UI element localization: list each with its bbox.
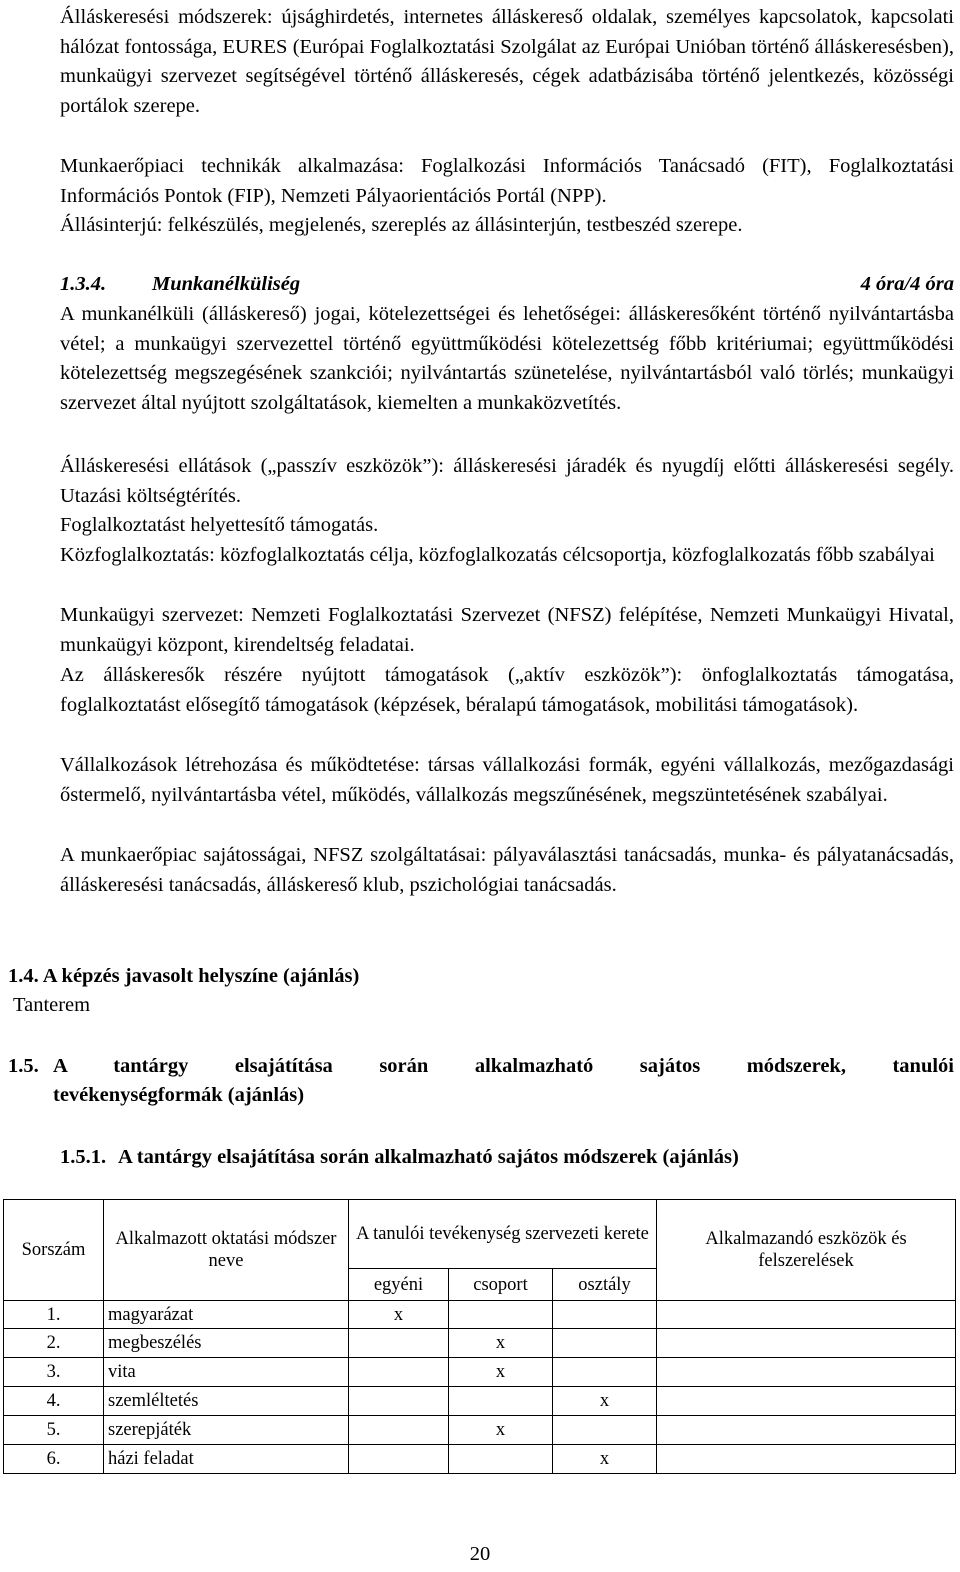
row-tools — [657, 1329, 956, 1358]
header-group: csoport — [449, 1269, 553, 1301]
row-individual-mark — [349, 1445, 449, 1474]
row-number: 2. — [4, 1329, 104, 1358]
row-class-mark — [553, 1416, 657, 1445]
section-1-5-1-title: A tantárgy elsajátítása során alkalmazható sajátos módszerek (ajánlás) — [118, 1146, 739, 1168]
table-row — [4, 1329, 956, 1358]
row-individual-mark — [349, 1358, 449, 1387]
row-group-mark: x — [449, 1416, 553, 1445]
row-number: 6. — [4, 1445, 104, 1474]
section-1-5-1-heading — [60, 1143, 739, 1173]
table-header-row — [4, 1200, 956, 1269]
header-class: osztály — [553, 1269, 657, 1301]
employment-substitute-paragraph: Foglalkoztatást helyettesítő támogatás. — [60, 514, 379, 536]
unemployment-rights-paragraph: A munkanélküli (álláskereső) jogai, kötelezettségei és lehetőségei: álláskeresőként történő nyilvántartásba vétel; a munkaügyi szervezettel történő együttműködési kötelezettség főbb kritériumai; együttműködési kötelezettség megszegésének szankciói; nyilvántartás szünetelése, nyilvántartásból való törlés; munkaügyi szervezet által nyújtott szolgáltatások, kiemelten a munkaközvetítés. — [60, 303, 954, 414]
row-tools — [657, 1416, 956, 1445]
row-method: magyarázat — [104, 1301, 349, 1329]
section-1-3-4-number: 1.3.4. — [60, 273, 107, 295]
section-1-4-heading — [8, 962, 359, 992]
labour-market-services-paragraph: A munkaerőpiac sajátosságai, NFSZ szolgáltatásai: pályaválasztási tanácsadás, munka- és pályatanácsadás, álláskeresési tanácsadás, álláskereső klub, pszichológiai tanácsadás. — [60, 844, 954, 896]
row-tools — [657, 1301, 956, 1329]
section-1-5-title-line2: tevékenységformák (ajánlás) — [53, 1084, 305, 1106]
row-class-mark — [553, 1358, 657, 1387]
section-1-3-4-title: Munkanélküliség — [152, 273, 301, 295]
row-number: 5. — [4, 1416, 104, 1445]
public-employment-paragraph: Közfoglalkoztatás: közfoglalkoztatás célja, közfoglalkozatás célcsoportja, közfoglalkozatás főbb szabályai — [60, 544, 935, 566]
intro-paragraph-job-search-methods: Álláskeresési módszerek: újsághirdetés, internetes álláskereső oldalak, személyes kapcsolatok, kapcsolati hálózat fontossága, EURES (Európai Foglalkoztatási Szolgálat az Európai Unióban történő álláskeresésben), munkaügyi szervezet segítségével történő álláskeresés, cégek adatbázisába történő jelentkezés, közösségi portálok szerepe. — [60, 6, 954, 117]
table-row — [4, 1358, 956, 1387]
page-number: 20 — [469, 1543, 491, 1565]
section-1-4-title: A képzés javasolt helyszíne (ajánlás) — [42, 965, 360, 987]
row-group-mark — [449, 1445, 553, 1474]
training-location: Tanterem — [13, 994, 91, 1016]
table-row — [4, 1416, 956, 1445]
labour-organisation-paragraph: Munkaügyi szervezet: Nemzeti Foglalkoztatási Szervezet (NFSZ) felépítése, Nemzeti Munkaügyi Hivatal, munkaügyi központ, kirendeltség feladatai. — [60, 604, 954, 656]
table-row — [4, 1445, 956, 1474]
row-number: 3. — [4, 1358, 104, 1387]
row-method: megbeszélés — [104, 1329, 349, 1358]
row-group-mark — [449, 1387, 553, 1416]
passive-benefits-paragraph: Álláskeresési ellátások („passzív eszközök”): álláskeresési járadék és nyugdíj előtti álláskeresési segély. Utazási költségtérítés. — [60, 455, 954, 507]
row-number: 4. — [4, 1387, 104, 1416]
row-individual-mark — [349, 1416, 449, 1445]
row-individual-mark — [349, 1329, 449, 1358]
header-organisational-frame: A tanulói tevékenység szervezeti kerete — [349, 1200, 657, 1269]
section-1-3-4-hours: 4 óra/4 óra — [860, 273, 954, 295]
section-1-5-number: 1.5. — [8, 1055, 39, 1077]
intro-paragraph-labour-market-techniques: Munkaerőpiaci technikák alkalmazása: Foglalkozási Információs Tanácsadó (FIT), Foglalkoztatási Információs Pontok (FIP), Nemzeti Pályaorientációs Portál (NPP). — [60, 155, 954, 207]
row-tools — [657, 1358, 956, 1387]
header-individual: egyéni — [349, 1269, 449, 1301]
enterprises-paragraph: Vállalkozások létrehozása és működtetése: társas vállalkozási formák, egyéni vállalkozás, mezőgazdasági őstermelő, nyilvántartásba vétel, működés, vállalkozás megszűnésének, megszüntetésének szabályai. — [60, 754, 954, 806]
intro-paragraph-job-interview: Állásinterjú: felkészülés, megjelenés, szereplés az állásinterjún, testbeszéd szerepe. — [60, 214, 743, 236]
row-group-mark — [449, 1301, 553, 1329]
row-group-mark: x — [449, 1329, 553, 1358]
row-method: szerepjáték — [104, 1416, 349, 1445]
row-group-mark: x — [449, 1358, 553, 1387]
header-sorszam: Sorszám — [4, 1200, 104, 1301]
header-tools: Alkalmazandó eszközök és felszerelések — [657, 1200, 956, 1301]
section-1-4-number: 1.4. — [8, 965, 39, 987]
header-method-name: Alkalmazott oktatási módszer neve — [104, 1200, 349, 1301]
row-tools — [657, 1387, 956, 1416]
row-method: házi feladat — [104, 1445, 349, 1474]
row-class-mark — [553, 1301, 657, 1329]
row-tools — [657, 1445, 956, 1474]
teaching-methods-table — [3, 1199, 956, 1474]
row-method: szemléltetés — [104, 1387, 349, 1416]
section-1-5-1-number: 1.5.1. — [60, 1146, 107, 1168]
table-row — [4, 1387, 956, 1416]
row-number: 1. — [4, 1301, 104, 1329]
row-individual-mark — [349, 1387, 449, 1416]
row-class-mark — [553, 1329, 657, 1358]
row-class-mark: x — [553, 1387, 657, 1416]
row-method: vita — [104, 1358, 349, 1387]
section-1-3-4-heading — [60, 270, 954, 300]
row-individual-mark: x — [349, 1301, 449, 1329]
row-class-mark: x — [553, 1445, 657, 1474]
active-measures-paragraph: Az álláskeresők részére nyújtott támogatások („aktív eszközök”): önfoglalkoztatás támogatása, foglalkoztatást elősegítő támogatások (képzések, béralapú támogatások, mobilitási támogatások). — [60, 664, 954, 716]
table-row — [4, 1301, 956, 1329]
section-1-5-title-line1: A tantárgy elsajátítása során alkalmazható sajátos módszerek, tanulói — [53, 1055, 954, 1077]
